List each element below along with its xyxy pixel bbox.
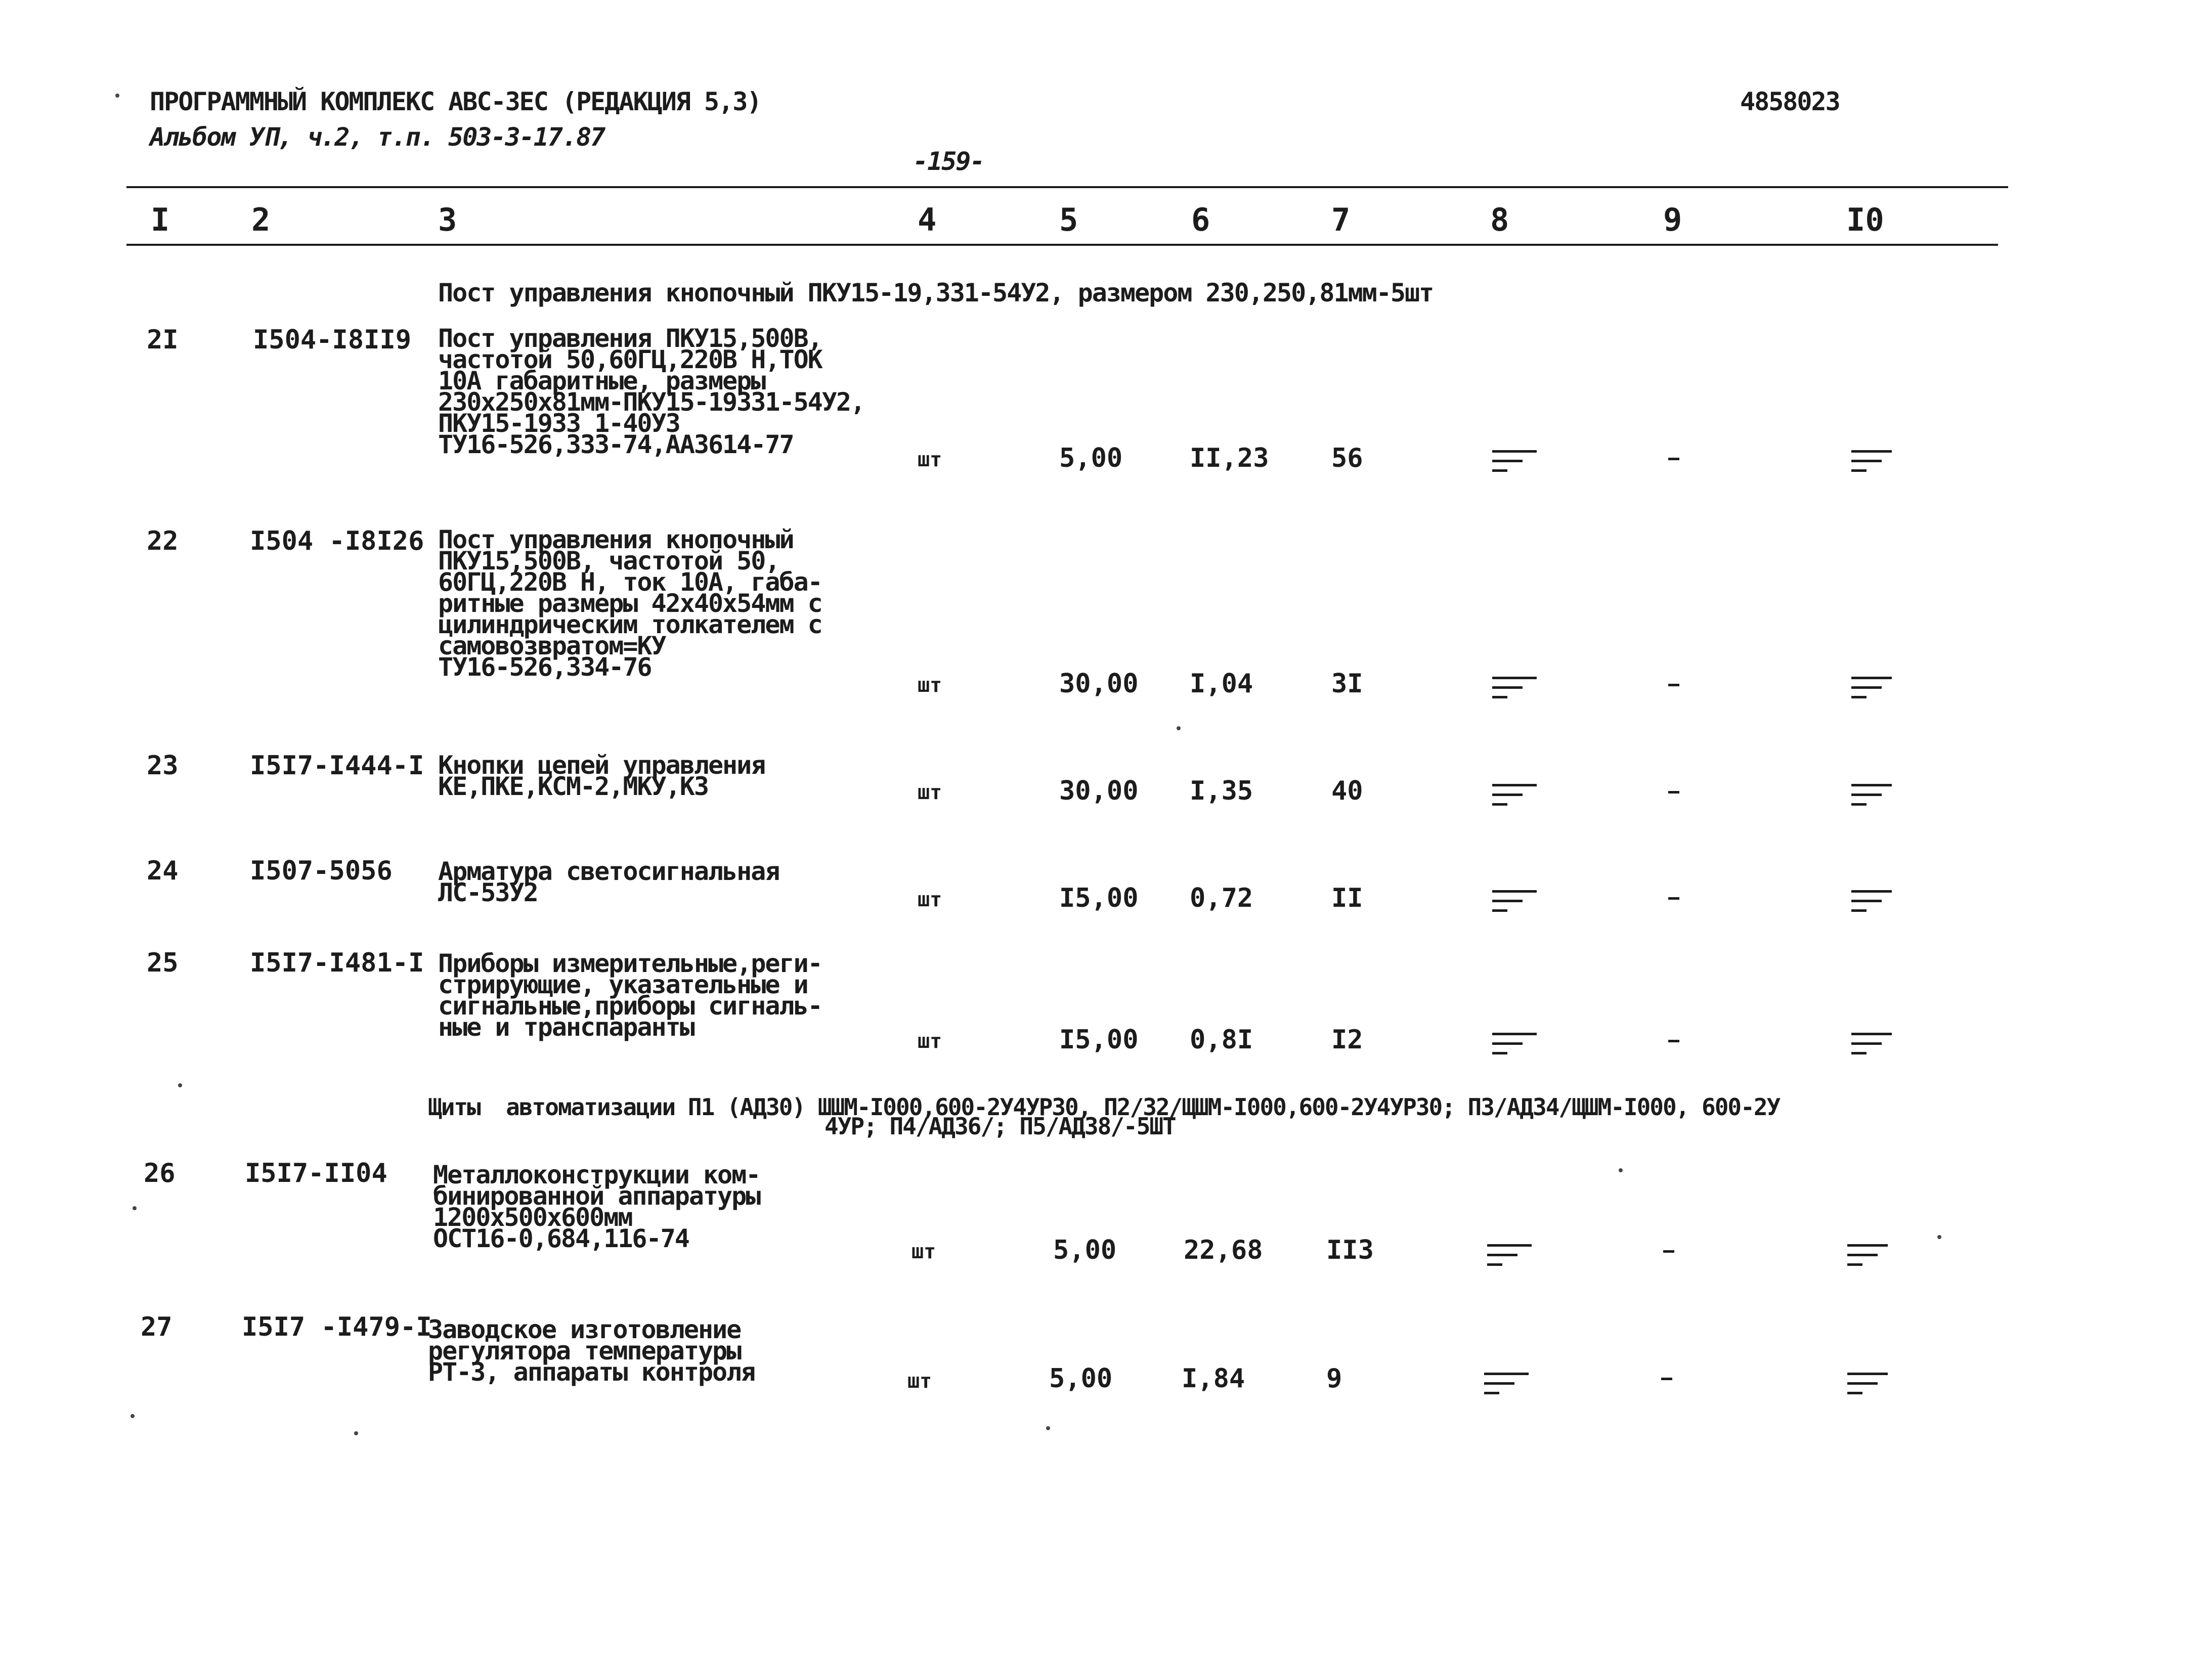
document-number: 4858023 — [1740, 87, 1840, 116]
row-description: Приборы измерительные,реги- стрирующие, указательные и сигнальные,приборы сигналь- ные и транспаранты — [438, 949, 822, 1042]
row-total: 56 — [1331, 443, 1363, 473]
row-code: I5I7-I444-I — [250, 751, 424, 781]
row-code: I5I7 -I479-I — [242, 1312, 432, 1342]
row-code: I507-5056 — [250, 856, 393, 886]
row-description: Металлоконструкции ком- бинированной аппаратуры 1200х500х600мм ОСТ16-0,684,116-74 — [433, 1160, 760, 1253]
header-album: Альбом УП, ч.2, т.п. 503-3-17.87 — [150, 122, 605, 152]
row-number: 25 — [147, 948, 179, 978]
section-note: 4УР; П4/АД36/; П5/АД38/-5ШТ — [825, 1113, 1176, 1140]
header-rule-bottom — [126, 244, 1998, 246]
row-unit: шт — [918, 1030, 942, 1053]
speck — [1046, 1426, 1050, 1430]
row-quantity: 5,00 — [1049, 1363, 1113, 1394]
row-total: II — [1331, 883, 1363, 913]
col-header: 3 — [438, 201, 457, 238]
row-quantity: 5,00 — [1053, 1235, 1117, 1265]
ditto-mark — [1851, 784, 1892, 813]
row-description: Пост управления ПКУ15,500В, частотой 50,60ГЦ,220В Н,ТОК 10А габаритные, размеры 230х250х81мм-ПКУ15-19331-54У2, ПКУ15-1933 1-40У3 ТУ16-526,333-74,АА3614-77 — [438, 324, 865, 459]
speck — [131, 1414, 135, 1418]
row-number: 2I — [147, 325, 179, 355]
ditto-mark — [1484, 1373, 1529, 1401]
row-total: I2 — [1331, 1025, 1363, 1055]
row-quantity: 5,00 — [1059, 443, 1123, 473]
speck — [178, 1083, 182, 1087]
row-price: 22,68 — [1184, 1235, 1263, 1265]
row-number: 23 — [147, 751, 179, 781]
dash-mark — [1668, 1040, 1679, 1042]
row-price: I,84 — [1182, 1363, 1245, 1394]
speck — [1937, 1235, 1941, 1239]
col-header: 8 — [1490, 201, 1509, 238]
col-header: 2 — [251, 201, 271, 238]
speck — [115, 94, 119, 98]
page-number: -159- — [913, 147, 984, 176]
header-title: ПРОГРАММНЫЙ КОМПЛЕКС АВС-3ЕС (РЕДАКЦИЯ 5,3) — [150, 87, 761, 116]
row-description: Пост управления кнопочный ПКУ15,500В, частотой 50, 60ГЦ,220В Н, ток 10А, габа- ритные размеры 42х40х54мм с цилиндрическим толкателем с самовозвратом=КУ ТУ16-526,334-76 — [438, 525, 822, 682]
ditto-mark — [1851, 1033, 1892, 1062]
ditto-mark — [1492, 890, 1537, 919]
row-unit: шт — [918, 781, 942, 804]
row-number: 24 — [147, 856, 179, 886]
ditto-mark — [1851, 890, 1892, 919]
row-price: II,23 — [1190, 443, 1269, 473]
dash-mark — [1661, 1378, 1672, 1380]
section-note: Щиты автоматизации П1 (АДЗ0) ШШМ-I000,600-2У4УР30, П2/32/ЩШМ-I000,600-2У4УР30; П3/АД34/ЩШМ-I000, 600-2У — [428, 1093, 1780, 1121]
row-total: 40 — [1331, 776, 1363, 806]
ditto-mark — [1847, 1244, 1888, 1273]
ditto-mark — [1492, 1033, 1537, 1062]
row-quantity: I5,00 — [1059, 883, 1139, 913]
dash-mark — [1668, 897, 1679, 900]
ditto-mark — [1851, 450, 1892, 479]
col-header: I — [151, 201, 170, 238]
row-quantity: I5,00 — [1059, 1025, 1139, 1055]
row-unit: шт — [918, 448, 942, 471]
col-header: 9 — [1663, 201, 1682, 238]
speck — [1619, 1168, 1623, 1172]
row-quantity: 30,00 — [1059, 669, 1139, 699]
row-price: I,04 — [1190, 669, 1253, 699]
row-total: II3 — [1326, 1235, 1374, 1265]
ditto-mark — [1847, 1373, 1888, 1401]
row-total: 9 — [1326, 1363, 1342, 1394]
ditto-mark — [1492, 450, 1537, 479]
ditto-mark — [1492, 784, 1537, 813]
col-header: 4 — [918, 201, 937, 238]
row-number: 22 — [147, 526, 179, 556]
speck — [1177, 726, 1181, 730]
col-header: 5 — [1059, 201, 1078, 238]
row-code: I5I7-II04 — [245, 1158, 387, 1188]
ditto-mark — [1851, 677, 1892, 706]
row-description: Арматура светосигнальная ЛС-53У2 — [438, 857, 779, 907]
row-code: I5I7-I481-I — [250, 948, 424, 978]
col-header: 7 — [1331, 201, 1351, 238]
ditto-mark — [1487, 1244, 1532, 1273]
speck — [133, 1206, 137, 1210]
speck — [354, 1431, 358, 1435]
row-unit: шт — [918, 888, 942, 911]
row-unit: шт — [918, 674, 942, 697]
col-header: I0 — [1846, 201, 1884, 238]
row-code: I504-I8II9 — [253, 325, 412, 355]
row-description: Кнопки цепей управления КЕ,ПКЕ,КСМ-2,МКУ,К3 — [438, 751, 765, 801]
row-quantity: 30,00 — [1059, 776, 1139, 806]
dash-mark — [1668, 791, 1679, 794]
row-code: I504 -I8I26 — [250, 526, 424, 556]
header-rule-top — [126, 186, 2008, 188]
row-price: I,35 — [1190, 776, 1253, 806]
dash-mark — [1668, 684, 1679, 686]
row-description: Заводское изготовление регулятора температуры РТ-3, аппараты контроля — [428, 1315, 755, 1387]
dash-mark — [1663, 1250, 1674, 1253]
row-unit: шт — [912, 1240, 936, 1263]
row-price: 0,8I — [1190, 1025, 1253, 1055]
ditto-mark — [1492, 677, 1537, 706]
row-price: 0,72 — [1190, 883, 1253, 913]
section-note: Пост управления кнопочный ПКУ15-19,331-54У2, размером 230,250,81мм-5шт — [438, 278, 1434, 307]
col-header: 6 — [1191, 201, 1210, 238]
row-number: 26 — [144, 1158, 176, 1188]
row-number: 27 — [141, 1312, 172, 1342]
dash-mark — [1668, 458, 1679, 460]
row-unit: шт — [907, 1370, 932, 1393]
row-total: 3I — [1331, 669, 1363, 699]
